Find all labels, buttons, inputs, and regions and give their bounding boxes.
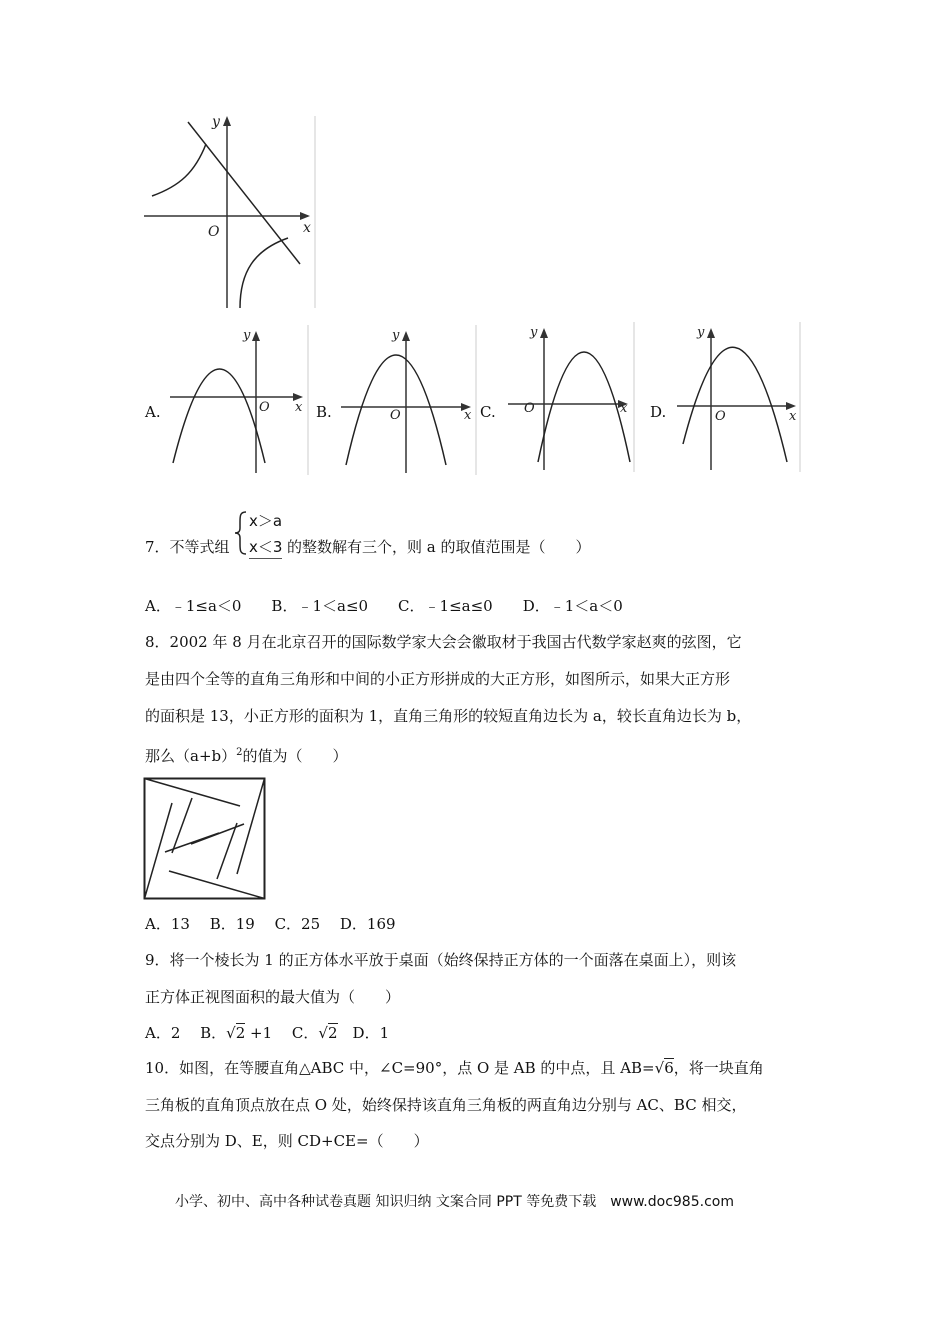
q10-line-1-prefix: 10．如图，在等腰直角△ABC 中，∠C=90°，点 O 是 AB 的中点，且 AB= bbox=[145, 1059, 655, 1077]
parabola bbox=[173, 369, 265, 463]
option-a-label[interactable]: A. bbox=[145, 403, 161, 421]
q6-main-graph bbox=[140, 112, 320, 312]
q9-option-d: D．1 bbox=[352, 1024, 390, 1042]
svg-text:O: O bbox=[259, 400, 270, 415]
q9-line-2: 正方体正视图面积的最大值为（ ） bbox=[145, 988, 401, 1006]
svg-text:O: O bbox=[524, 401, 535, 416]
q7-equation-1: x＞a bbox=[249, 512, 283, 530]
q8-line-4-suffix: 的值为（ ） bbox=[242, 747, 348, 765]
svg-text:y: y bbox=[697, 325, 705, 340]
svg-text:x: x bbox=[789, 409, 797, 424]
q8-line-3: 的面积是 13，小正方形的面积为 1，直角三角形的较短直角边长为 a，较长直角边长为 b， bbox=[145, 707, 752, 725]
q8-line-4 bbox=[145, 743, 348, 766]
q8-line-2: 是由四个全等的直角三角形和中间的小正方形拼成的大正方形，如图所示，如果大正方形 bbox=[145, 670, 731, 688]
zhao-shuang-diagram bbox=[143, 777, 267, 901]
page-footer: 小学、初中、高中各种试卷真题 知识归纳 文案合同 PPT 等免费下载 www.doc985.com bbox=[175, 1194, 734, 1210]
q7-options[interactable]: A．﹣1≤a＜0 B．﹣1＜a≤0 C．﹣1≤a≤0 D．﹣1＜a＜0 bbox=[145, 597, 623, 615]
q7-stem-prefix: 7．不等式组 bbox=[145, 538, 230, 556]
option-b-graph bbox=[336, 325, 476, 475]
main-graph-y-label: y bbox=[212, 114, 220, 130]
q7-equation-2: x＜3 bbox=[249, 536, 282, 559]
option-a-graph bbox=[165, 325, 305, 475]
q8-line-4-exponent: 2 bbox=[236, 747, 243, 758]
svg-text:O: O bbox=[390, 408, 401, 423]
parabola bbox=[683, 347, 787, 462]
q9-option-b-suffix: +1 C． bbox=[245, 1024, 319, 1042]
svg-text:x: x bbox=[295, 400, 303, 415]
sqrt-icon: √2 bbox=[226, 1024, 246, 1042]
option-c-graph bbox=[500, 322, 640, 472]
q8-options[interactable]: A．13 B．19 C．25 D．169 bbox=[145, 915, 396, 933]
hyperbola-branch-right bbox=[240, 238, 288, 308]
svg-text:x: x bbox=[620, 401, 628, 416]
svg-text:y: y bbox=[392, 328, 400, 343]
linear-function-line bbox=[188, 122, 300, 264]
sqrt-icon: √6 bbox=[654, 1059, 674, 1077]
svg-text:y: y bbox=[243, 328, 251, 343]
svg-text:y: y bbox=[530, 325, 538, 340]
q10-line-2: 三角板的直角顶点放在点 O 处，始终保持该直角三角板的两直角边分别与 AC、BC 相交， bbox=[145, 1096, 747, 1114]
brace-icon bbox=[234, 510, 248, 556]
svg-text:x: x bbox=[464, 408, 472, 423]
sqrt-icon: √2 bbox=[318, 1024, 338, 1042]
q10-line-3: 交点分别为 D、E，则 CD+CE=（ ） bbox=[145, 1132, 429, 1150]
svg-text:O: O bbox=[715, 409, 726, 424]
q9-line-1: 9．将一个棱长为 1 的正方体水平放于桌面（始终保持正方体的一个面落在桌面上），则该 bbox=[145, 951, 737, 969]
option-b-label[interactable]: B. bbox=[316, 403, 332, 421]
option-c-label[interactable]: C. bbox=[480, 403, 496, 421]
q8-line-1: 8．2002 年 8 月在北京召开的国际数学家大会会徽取材于我国古代数学家赵爽的弦图，它 bbox=[145, 633, 742, 651]
option-d-graph bbox=[675, 322, 815, 472]
main-graph-x-label: x bbox=[303, 220, 311, 236]
q8-line-4-prefix: 那么（a+b） bbox=[145, 747, 237, 765]
option-d-label[interactable]: D. bbox=[650, 403, 667, 421]
parabola bbox=[538, 352, 630, 462]
q9-option-a: A．2 B． bbox=[145, 1024, 227, 1042]
hyperbola-branch-left bbox=[152, 144, 206, 196]
q7-stem-suffix: 的整数解有三个，则 a 的取值范围是（ ） bbox=[287, 538, 591, 556]
q10-line-1-suffix: ，将一块直角 bbox=[673, 1059, 764, 1077]
q10-line-1 bbox=[145, 1058, 764, 1078]
q9-options[interactable] bbox=[145, 1023, 389, 1043]
main-graph-origin-label: O bbox=[208, 224, 220, 240]
